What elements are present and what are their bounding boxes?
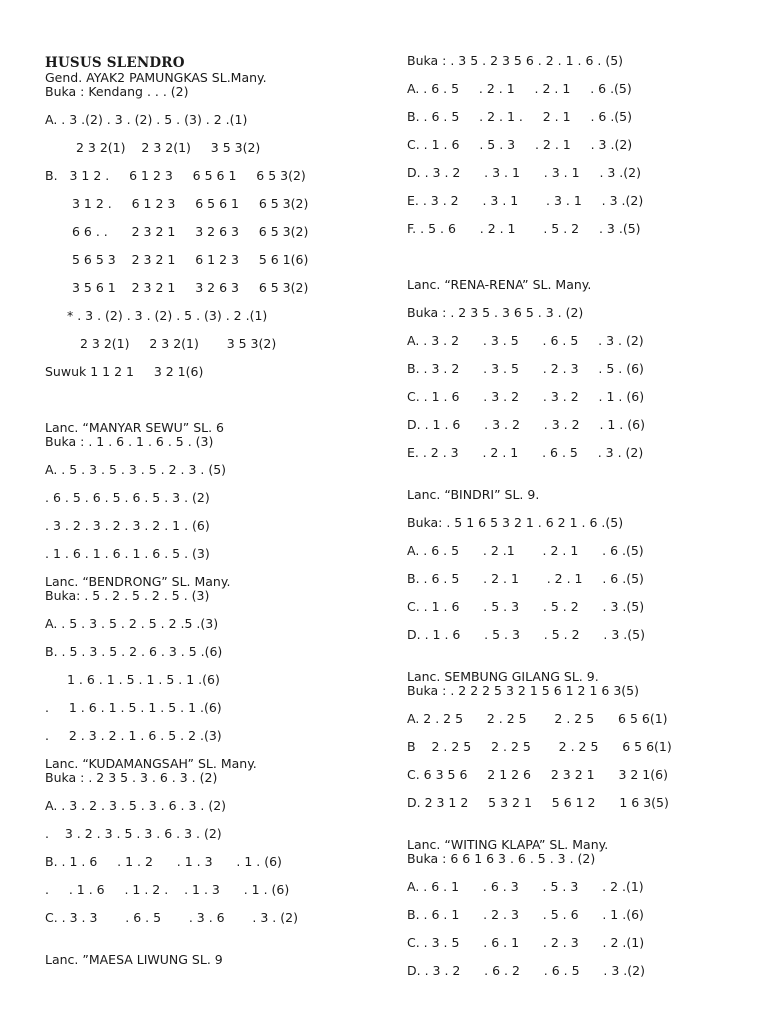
notation-line: C. . 1 . 6 . 5 . 3 . 5 . 2 . 3 .(5) <box>407 599 645 614</box>
song-heading: Lanc. SEMBUNG GILANG SL. 9. <box>407 669 599 684</box>
notation-line: . 2 . 3 . 2 . 1 . 6 . 5 . 2 .(3) <box>45 728 222 743</box>
notation-line: A. . 5 . 3 . 5 . 2 . 5 . 2 .5 .(3) <box>45 616 219 631</box>
notation-line: C. . 3 . 3 . 6 . 5 . 3 . 6 . 3 . (2) <box>45 910 298 925</box>
buka-line: Buka : . 2 3 5 . 3 6 5 . 3 . (2) <box>407 305 584 320</box>
notation-line: 1 . 6 . 1 . 5 . 1 . 5 . 1 .(6) <box>67 672 220 687</box>
buka-line: Buka: . 5 . 2 . 5 . 2 . 5 . (3) <box>45 588 210 603</box>
notation-line: . 1 . 6 . 1 . 5 . 1 . 5 . 1 .(6) <box>45 700 222 715</box>
notation-line: 2 3 2(1) 2 3 2(1) 3 5 3(2) <box>80 336 277 351</box>
notation-line: . 6 . 5 . 6 . 5 . 6 . 5 . 3 . (2) <box>45 490 210 505</box>
notation-line: B. . 3 . 2 . 3 . 5 . 2 . 3 . 5 . (6) <box>407 361 644 376</box>
song-heading: Lanc. “WITING KLAPA” SL. Many. <box>407 837 609 852</box>
notation-line: A. . 3 . 2 . 3 . 5 . 3 . 6 . 3 . (2) <box>45 798 227 813</box>
document-title: HUSUS SLENDRO <box>45 55 185 71</box>
notation-line: A. . 6 . 5 . 2 .1 . 2 . 1 . 6 .(5) <box>407 543 644 558</box>
buka-line: Buka : 6 6 1 6 3 . 6 . 5 . 3 . (2) <box>407 851 596 866</box>
notation-line: D. 2 3 1 2 5 3 2 1 5 6 1 2 1 6 3(5) <box>407 795 669 810</box>
notation-line: B. . 1 . 6 . 1 . 2 . 1 . 3 . 1 . (6) <box>45 854 282 869</box>
song-heading: Lanc. “BINDRI” SL. 9. <box>407 487 540 502</box>
notation-line: 3 1 2 . 6 1 2 3 6 5 6 1 6 5 3(2) <box>72 196 309 211</box>
notation-line: C. . 1 . 6 . 3 . 2 . 3 . 2 . 1 . (6) <box>407 389 645 404</box>
notation-line: C. . 3 . 5 . 6 . 1 . 2 . 3 . 2 .(1) <box>407 935 645 950</box>
notation-line: * . 3 . (2) . 3 . (2) . 5 . (3) . 2 .(1) <box>67 308 268 323</box>
song-heading: Gend. AYAK2 PAMUNGKAS SL.Many. <box>45 70 267 85</box>
notation-line: C. 6 3 5 6 2 1 2 6 2 3 2 1 3 2 1(6) <box>407 767 668 782</box>
buka-line: Buka : Kendang . . . (2) <box>45 84 189 99</box>
notation-line: D. . 3 . 2 . 3 . 1 . 3 . 1 . 3 .(2) <box>407 165 641 180</box>
notation-line: B. . 6 . 1 . 2 . 3 . 5 . 6 . 1 .(6) <box>407 907 644 922</box>
notation-line: A. 2 . 2 5 2 . 2 5 2 . 2 5 6 5 6(1) <box>407 711 668 726</box>
notation-line: . 1 . 6 . 1 . 6 . 1 . 6 . 5 . (3) <box>45 546 210 561</box>
song-heading: Lanc. “BENDRONG” SL. Many. <box>45 574 231 589</box>
song-heading: Lanc. “KUDAMANGSAH” SL. Many. <box>45 756 257 771</box>
notation-line: A. . 5 . 3 . 5 . 3 . 5 . 2 . 3 . (5) <box>45 462 227 477</box>
notation-line: 2 3 2(1) 2 3 2(1) 3 5 3(2) <box>76 140 261 155</box>
notation-line: B. . 5 . 3 . 5 . 2 . 6 . 3 . 5 .(6) <box>45 644 223 659</box>
notation-line: C. . 1 . 6 . 5 . 3 . 2 . 1 . 3 .(2) <box>407 137 633 152</box>
notation-line: B. . 6 . 5 . 2 . 1 . 2 . 1 . 6 .(5) <box>407 571 644 586</box>
notation-line: E. . 3 . 2 . 3 . 1 . 3 . 1 . 3 .(2) <box>407 193 644 208</box>
notation-line: A. . 3 . 2 . 3 . 5 . 6 . 5 . 3 . (2) <box>407 333 644 348</box>
notation-line: . 3 . 2 . 3 . 5 . 3 . 6 . 3 . (2) <box>45 826 222 841</box>
notation-line: A. . 3 .(2) . 3 . (2) . 5 . (3) . 2 .(1) <box>45 112 248 127</box>
buka-line: Buka : . 1 . 6 . 1 . 6 . 5 . (3) <box>45 434 214 449</box>
notation-line: F. . 5 . 6 . 2 . 1 . 5 . 2 . 3 .(5) <box>407 221 641 236</box>
notation-line: 3 5 6 1 2 3 2 1 3 2 6 3 6 5 3(2) <box>72 280 309 295</box>
notation-line: 6 6 . . 2 3 2 1 3 2 6 3 6 5 3(2) <box>72 224 309 239</box>
notation-line: 5 6 5 3 2 3 2 1 6 1 2 3 5 6 1(6) <box>72 252 309 267</box>
buka-line: Buka : . 3 5 . 2 3 5 6 . 2 . 1 . 6 . (5) <box>407 53 624 68</box>
notation-line: A. . 6 . 1 . 6 . 3 . 5 . 3 . 2 .(1) <box>407 879 644 894</box>
notation-line: B. . 6 . 5 . 2 . 1 . 2 . 1 . 6 .(5) <box>407 109 632 124</box>
song-heading: Lanc. ”MAESA LIWUNG SL. 9 <box>45 952 223 967</box>
notation-line: B. 3 1 2 . 6 1 2 3 6 5 6 1 6 5 3(2) <box>45 168 306 183</box>
notation-line: B 2 . 2 5 2 . 2 5 2 . 2 5 6 5 6(1) <box>407 739 672 754</box>
song-heading: Lanc. “MANYAR SEWU” SL. 6 <box>45 420 224 435</box>
buka-line: Buka : . 2 3 5 . 3 . 6 . 3 . (2) <box>45 770 218 785</box>
notation-line: A. . 6 . 5 . 2 . 1 . 2 . 1 . 6 .(5) <box>407 81 632 96</box>
suwuk-line: Suwuk 1 1 2 1 3 2 1(6) <box>45 364 204 379</box>
notation-line: D. . 1 . 6 . 5 . 3 . 5 . 2 . 3 .(5) <box>407 627 645 642</box>
notation-line: D. . 1 . 6 . 3 . 2 . 3 . 2 . 1 . (6) <box>407 417 645 432</box>
buka-line: Buka: . 5 1 6 5 3 2 1 . 6 2 1 . 6 .(5) <box>407 515 624 530</box>
notation-line: D. . 3 . 2 . 6 . 2 . 6 . 5 . 3 .(2) <box>407 963 645 978</box>
notation-line: E. . 2 . 3 . 2 . 1 . 6 . 5 . 3 . (2) <box>407 445 644 460</box>
song-heading: Lanc. “RENA-RENA” SL. Many. <box>407 277 592 292</box>
notation-line: . . 1 . 6 . 1 . 2 . . 1 . 3 . 1 . (6) <box>45 882 290 897</box>
notation-line: . 3 . 2 . 3 . 2 . 3 . 2 . 1 . (6) <box>45 518 210 533</box>
buka-line: Buka : . 2 2 2 5 3 2 1 5 6 1 2 1 6 3(5) <box>407 683 639 698</box>
